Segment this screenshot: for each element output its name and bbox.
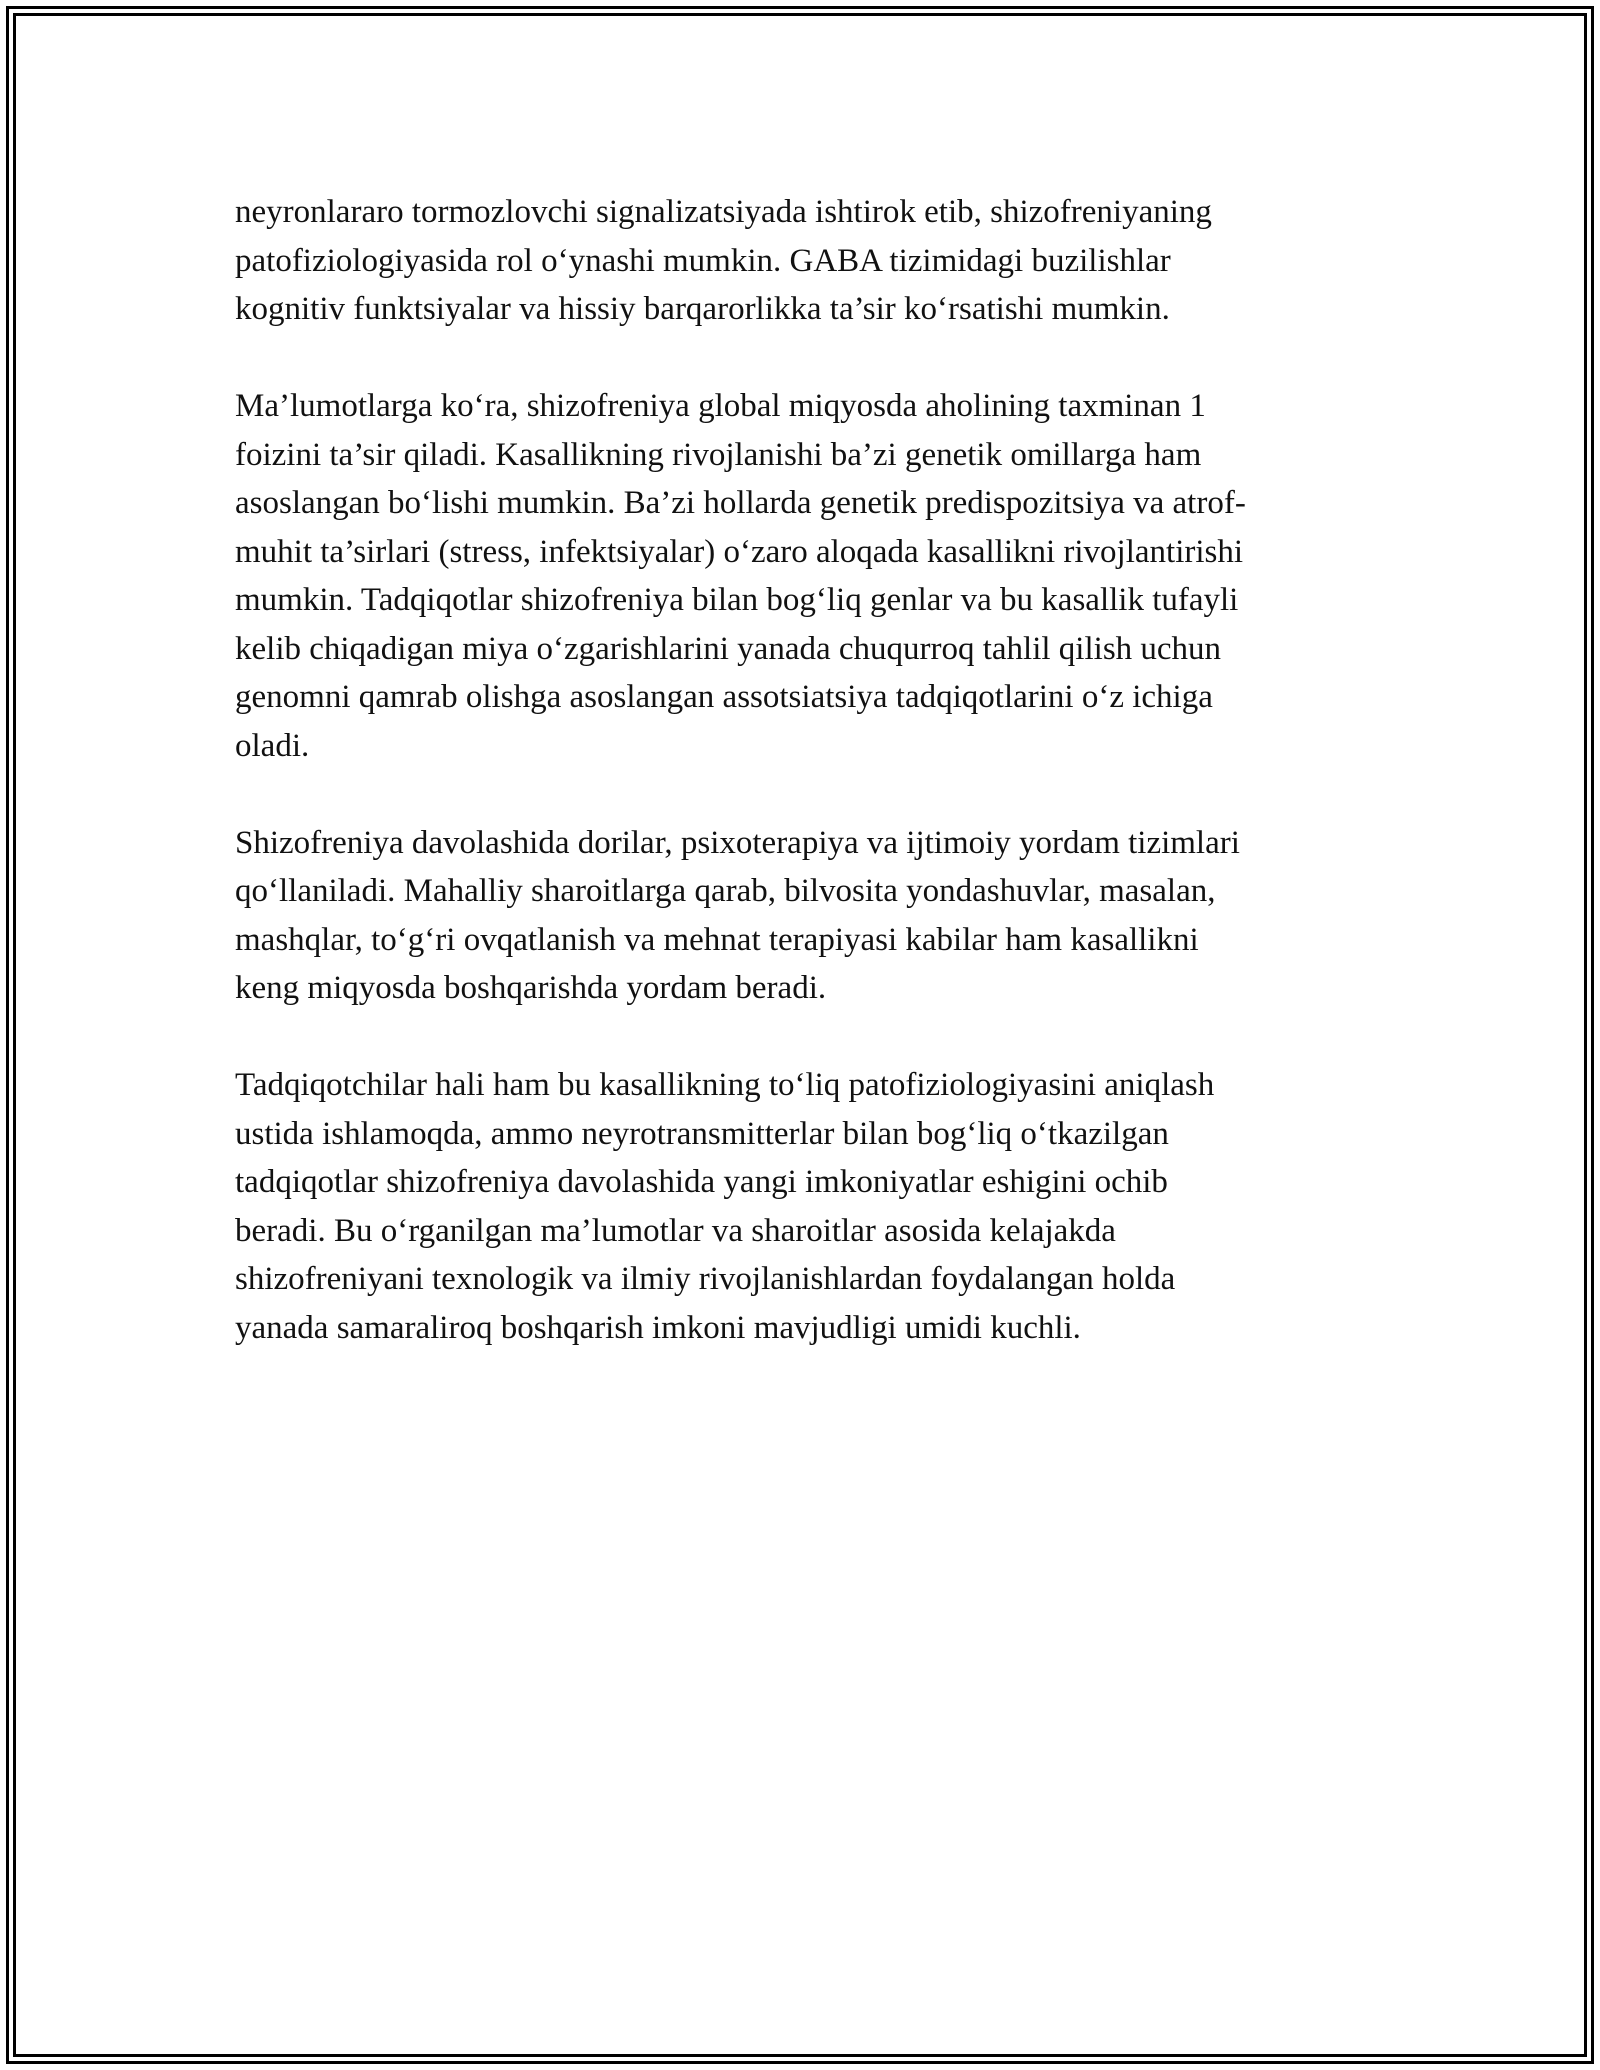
text-line: genomni qamrab olishga asoslangan assotsiatsiya tadqiqotlarini o‘z ichiga <box>235 679 1213 715</box>
paragraph-1 <box>235 188 1375 334</box>
text-line: asoslangan bo‘lishi mumkin. Ba’zi hollarda genetik predispozitsiya va atrof- <box>235 485 1246 521</box>
paragraph-4 <box>235 1061 1375 1352</box>
text-line: keng miqyosda boshqarishda yordam beradi. <box>235 970 827 1006</box>
paragraph-3 <box>235 819 1375 1013</box>
text-line: tadqiqotlar shizofreniya davolashida yangi imkoniyatlar eshigini ochib <box>235 1164 1168 1200</box>
text-line: qo‘llaniladi. Mahalliy sharoitlarga qarab, bilvosita yondashuvlar, masalan, <box>235 873 1216 909</box>
text-line: kognitiv funktsiyalar va hissiy barqarorlikka ta’sir ko‘rsatishi mumkin. <box>235 291 1170 327</box>
text-line: muhit ta’sirlari (stress, infektsiyalar) o‘zaro aloqada kasallikni rivojlantirishi <box>235 533 1244 570</box>
text-line: neyronlararo tormozlovchi signalizatsiyada ishtirok etib, shizofreniyaning <box>235 194 1212 230</box>
text-line: kelib chiqadigan miya o‘zgarishlarini yanada chuqurroq tahlil qilish uchun <box>235 630 1222 667</box>
text-line: foizini ta’sir qiladi. Kasallikning rivojlanishi ba’zi genetik omillarga ham <box>235 436 1202 473</box>
text-line: yanada samaraliroq boshqarish imkoni mavjudligi umidi kuchli. <box>235 1309 1081 1346</box>
text-line: ustida ishlamoqda, ammo neyrotransmitterlar bilan bog‘liq o‘tkazilgan <box>235 1115 1169 1152</box>
text-line: shizofreniyani texnologik va ilmiy rivojlanishlardan foydalangan holda <box>235 1261 1176 1297</box>
text-line: mashqlar, to‘g‘ri ovqatlanish va mehnat terapiyasi kabilar ham kasallikni <box>235 921 1199 958</box>
document-body <box>235 188 1375 1401</box>
text-line: Shizofreniya davolashida dorilar, psixoterapiya va ijtimoiy yordam tizimlari <box>235 824 1240 861</box>
text-line: mumkin. Tadqiqotlar shizofreniya bilan bog‘liq genlar va bu kasallik tufayli <box>235 582 1239 618</box>
text-line: beradi. Bu o‘rganilgan ma’lumotlar va sharoitlar asosida kelajakda <box>235 1212 1116 1249</box>
paragraph-2 <box>235 382 1375 770</box>
text-line: oladi. <box>235 727 310 764</box>
text-line: Ma’lumotlarga ko‘ra, shizofreniya global miqyosda aholining taxminan 1 <box>235 388 1206 424</box>
text-line: Tadqiqotchilar hali ham bu kasallikning to‘liq patofiziologiyasini aniqlash <box>235 1067 1215 1103</box>
text-line: patofiziologiyasida rol o‘ynashi mumkin. GABA tizimidagi buzilishlar <box>235 242 1171 279</box>
